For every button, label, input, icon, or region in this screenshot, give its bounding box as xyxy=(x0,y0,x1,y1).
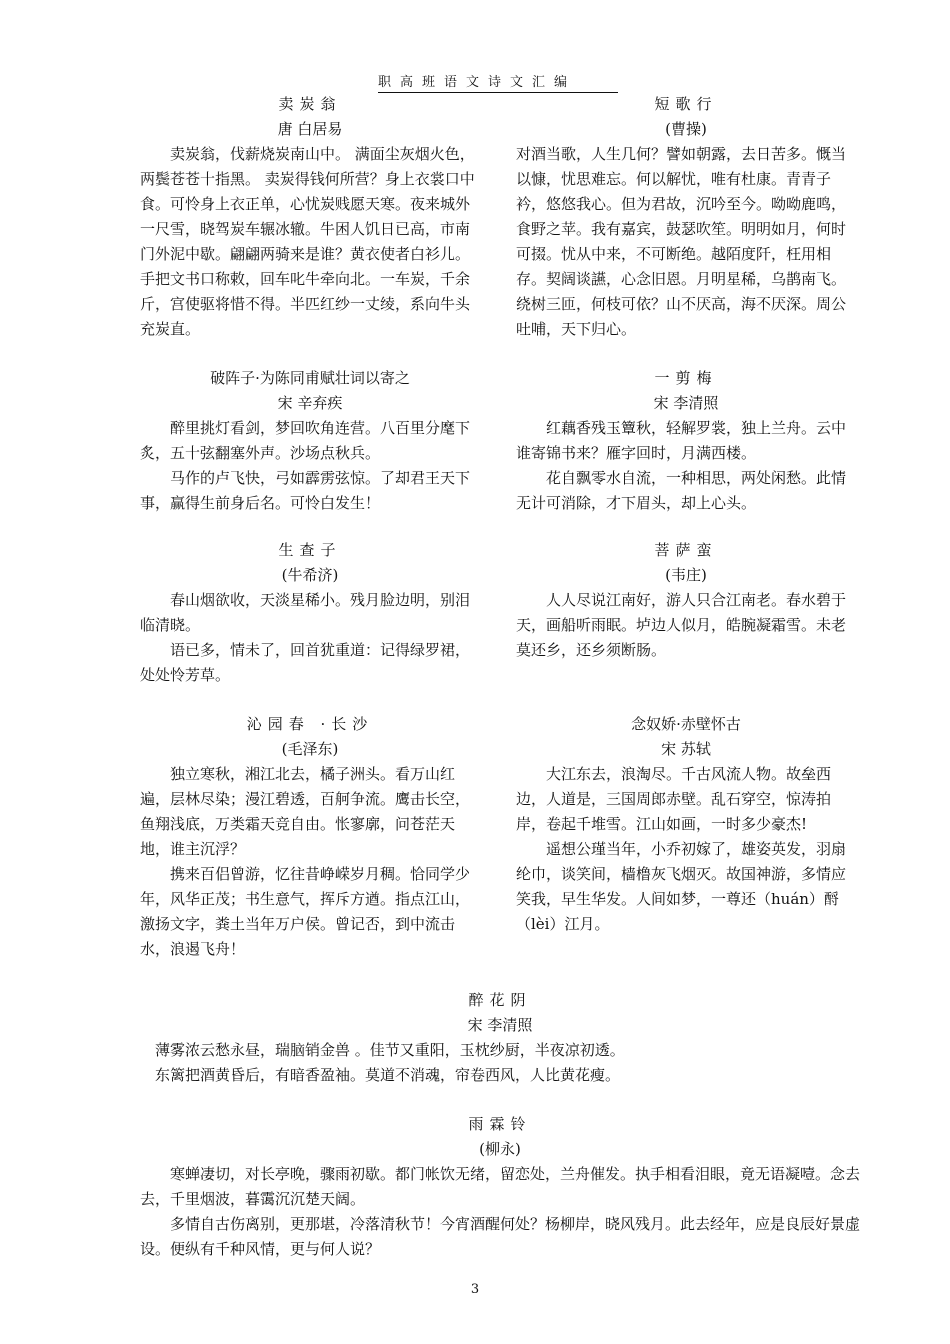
poem-paragraph: 寒蝉凄切，对长亭晚，骤雨初歇。都门帐饮无绪，留恋处，兰舟催发。执手相看泪眼，竟无语凝噎。念去去，千里烟波，暮霭沉沉楚天阔。 xyxy=(140,1165,861,1208)
poem-duangexing xyxy=(516,92,856,342)
poem-paragraph: 卖炭翁，伐薪烧炭南山中。 满面尘灰烟火色，两鬓苍苍十指黑。 卖炭得钱何所营？身上衣裳口中食。可怜身上衣正单，心忧炭贱愿天寒。夜来城外一尺雪，晓驾炭车辗冰辙。牛困人饥日已高，市南门外泥中歇。翩翩两骑来是谁？黄衣使者白衫儿。手把文书口称敕，回车叱牛牵向北。一车炭，千余斤，宫使驱将惜不得。半匹红纱一丈绫，系向牛头充炭直。 xyxy=(140,145,475,338)
poem-author: (毛泽东) xyxy=(281,740,339,758)
poem-title: 生查子 xyxy=(278,541,342,559)
poem-author: (韦庄) xyxy=(665,566,707,584)
poem-paragraph: 大江东去，浪淘尽。千古风流人物。故垒西边，人道是，三国周郎赤壁。乱石穿空，惊涛拍岸，卷起千堆雪。江山如画，一时多少豪杰! xyxy=(516,765,832,833)
poem-author: 宋 李清照 xyxy=(467,1016,533,1034)
poem-author: 宋 苏轼 xyxy=(661,740,711,758)
poem-yulinling xyxy=(140,1112,860,1262)
poem-qinyuanchun xyxy=(140,712,480,962)
poem-title: 菩萨蛮 xyxy=(654,541,718,559)
poem-author: (牛希济) xyxy=(281,566,339,584)
page-number: 3 xyxy=(470,1282,480,1297)
poem-title: 卖炭翁 xyxy=(278,95,342,113)
poem-pozhenzi xyxy=(140,366,480,516)
poem-paragraph: 花自飘零水自流，一种相思，两处闲愁。此情无计可消除，才下眉头，却上心头。 xyxy=(516,469,847,512)
poem-title: 念奴娇·赤壁怀古 xyxy=(631,715,741,733)
poem-author: 宋 李清照 xyxy=(653,394,719,412)
poem-paragraph: 携来百侣曾游，忆往昔峥嵘岁月稠。恰同学少年，风华正茂；书生意气，挥斥方遒。指点江山，激扬文字，粪土当年万户侯。曾记否，到中流击水，浪遏飞舟！ xyxy=(140,865,471,958)
poem-paragraph: 东篱把酒黄昏后，有暗香盈袖。莫道不消魂，帘卷西风，人比黄花瘦。 xyxy=(155,1066,621,1084)
poem-author: (曹操) xyxy=(665,120,707,138)
poem-pusaman xyxy=(516,538,856,663)
poem-title: 醉花阴 xyxy=(468,991,532,1009)
poem-paragraph: 独立寒秋，湘江北去，橘子洲头。看万山红遍，层林尽染；漫江碧透，百舸争流。鹰击长空，鱼翔浅底，万类霜天竞自由。怅寥廓，问苍茫天地，谁主沉浮？ xyxy=(140,765,471,858)
poem-paragraph: 人人尽说江南好，游人只合江南老。春水碧于天，画船听雨眠。垆边人似月，皓腕凝霜雪。未老莫还乡，还乡须断肠。 xyxy=(516,591,847,659)
poem-shengchazi xyxy=(140,538,480,688)
poem-title: 短歌行 xyxy=(654,95,718,113)
poem-title: 破阵子·为陈同甫赋壮词以寄之 xyxy=(210,369,410,387)
poem-paragraph: 马作的卢飞快，弓如霹雳弦惊。了却君王天下事，赢得生前身后名。可怜白发生！ xyxy=(140,469,471,512)
poem-paragraph: 醉里挑灯看剑，梦回吹角连营。八百里分麾下炙，五十弦翻塞外声。沙场点秋兵。 xyxy=(140,419,471,462)
poem-paragraph: 语已多，情未了，回首犹重道：记得绿罗裙，处处怜芳草。 xyxy=(140,641,471,684)
poem-maitanweng xyxy=(140,92,480,342)
poem-title: 沁园春 ·长沙 xyxy=(246,715,374,733)
poem-title: 雨霖铃 xyxy=(468,1115,532,1133)
poem-paragraph: 多情自古伤离别，更那堪，冷落清秋节！今宵酒醒何处？杨柳岸，晓风残月。此去经年，应是良辰好景虚设。便纵有千种风情，更与何人说？ xyxy=(140,1215,861,1258)
poem-niannujiao xyxy=(516,712,856,937)
poem-paragraph: 对酒当歌，人生几何？譬如朝露，去日苦多。慨当以慷，忧思难忘。何以解忧，唯有杜康。青青子衿，悠悠我心。但为君故，沉吟至今。呦呦鹿鸣，食野之苹。我有嘉宾，鼓瑟吹笙。明明如月，何时可掇。忧从中来，不可断绝。越陌度阡，枉用相存。契阔谈讌，心念旧恩。月明星稀，乌鹊南飞。绕树三匝，何枝可依？山不厌高，海不厌深。周公吐哺，天下归心。 xyxy=(516,145,847,338)
poem-paragraph: 红藕香残玉簟秋，轻解罗裳，独上兰舟。云中谁寄锦书来？雁字回时，月满西楼。 xyxy=(516,419,847,462)
poem-author: (柳永) xyxy=(479,1140,521,1158)
page-header: 职高班语文诗文汇编 xyxy=(378,74,618,93)
poem-author: 宋 辛弃疾 xyxy=(277,394,343,412)
poem-author: 唐 白居易 xyxy=(277,120,343,138)
poem-yijianmei xyxy=(516,366,856,516)
poem-title: 一剪梅 xyxy=(654,369,718,387)
poem-paragraph: 春山烟欲收，天淡星稀小。残月脸边明，别泪临清晓。 xyxy=(140,591,471,634)
poem-paragraph: 薄雾浓云愁永昼，瑞脑销金兽 。佳节又重阳，玉枕纱厨，半夜凉初透。 xyxy=(155,1041,625,1059)
poem-zuihuayin xyxy=(140,988,860,1088)
poem-paragraph: 遥想公瑾当年，小乔初嫁了，雄姿英发，羽扇纶巾，谈笑间，樯橹灰飞烟灭。故国神游，多情应笑我，早生华发。人间如梦，一尊还（huán）酹（lèi）江月。 xyxy=(516,840,847,933)
